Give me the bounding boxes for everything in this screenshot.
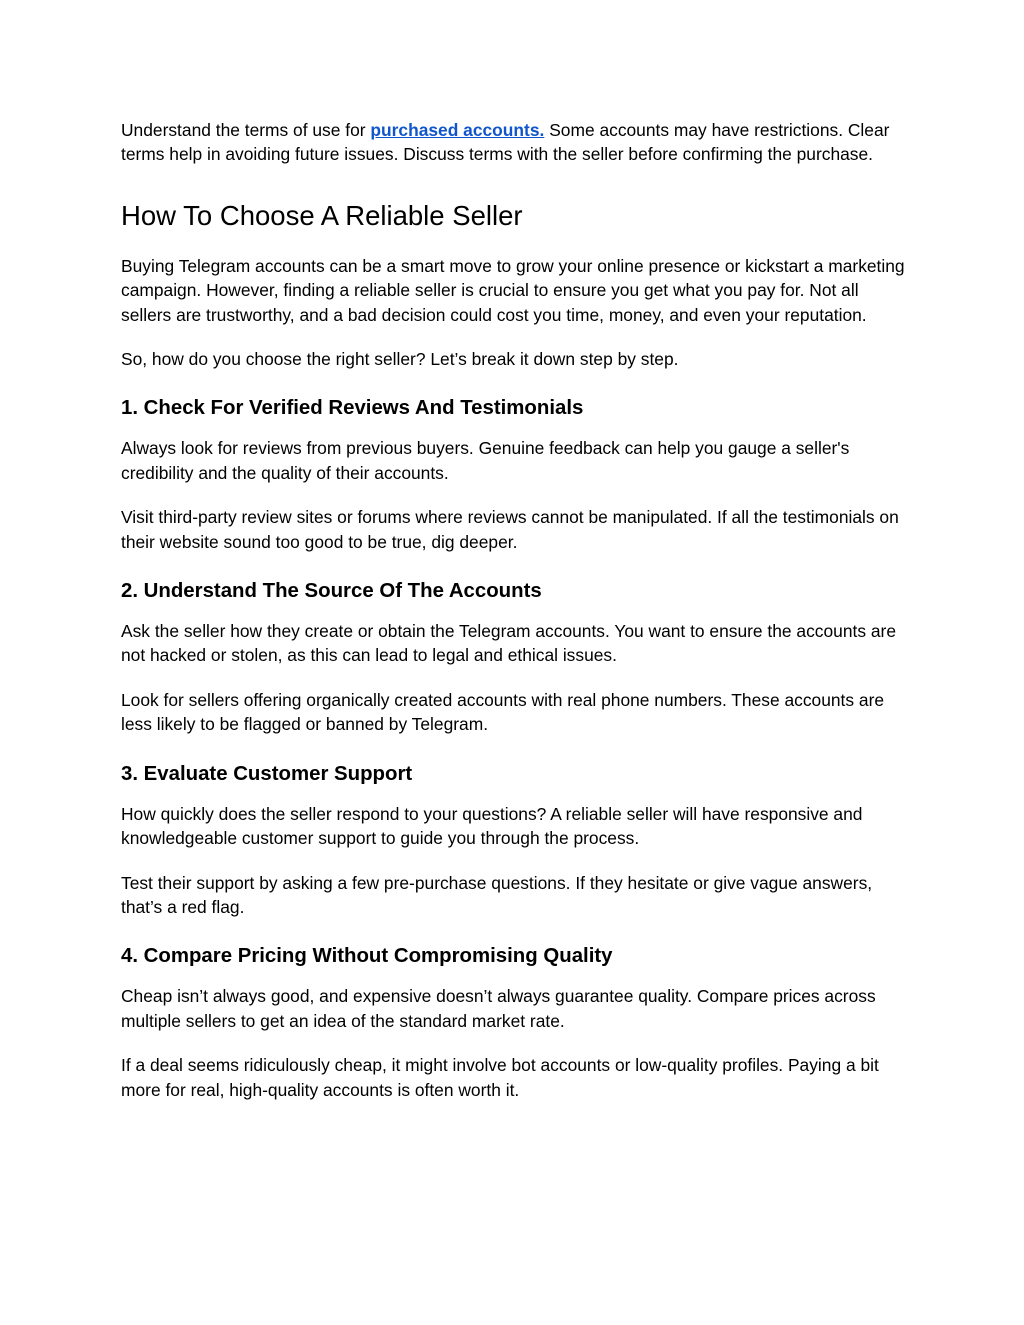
main-heading: How To Choose A Reliable Seller — [121, 199, 523, 231]
section-heading-4: 4. Compare Pricing Without Compromising Quality — [121, 945, 613, 968]
intro-text-before-link: Understand the terms of use for — [121, 120, 371, 140]
section-1-paragraph-1: Always look for reviews from previous buyers. Genuine feedback can help you gauge a seller's credibility and the quality of their accounts. — [121, 438, 850, 483]
section-4-paragraph-2: If a deal seems ridiculously cheap, it might involve bot accounts or low-quality profiles. Paying a bit more for real, high-quality accounts is often worth it. — [121, 1055, 879, 1100]
opening-paragraph-1: Buying Telegram accounts can be a smart move to grow your online presence or kickstart a marketing campaign. However, finding a reliable seller is crucial to ensure you get what you pay for. Not all sellers are trustworthy, and a bad decision could cost you time, money, and even your reputation. — [121, 255, 905, 325]
intro-text-after-link: Some accounts may have restrictions. Clear terms help in avoiding future issues. Discuss terms with the seller before confirming the purchase. — [121, 120, 890, 165]
intro-paragraph — [121, 118, 911, 167]
section-4-paragraph-1: Cheap isn’t always good, and expensive doesn’t always guarantee quality. Compare prices across multiple sellers to get an idea of the standard market rate. — [121, 986, 876, 1031]
section-2-paragraph-2: Look for sellers offering organically created accounts with real phone numbers. These accounts are less likely to be flagged or banned by Telegram. — [121, 689, 885, 735]
section-3-paragraph-2: Test their support by asking a few pre-purchase questions. If they hesitate or give vague answers, that’s a red flag. — [121, 872, 873, 917]
purchased-accounts-link[interactable]: purchased accounts. — [370, 120, 545, 140]
section-heading-3: 3. Evaluate Customer Support — [121, 762, 413, 785]
opening-paragraph-2: So, how do you choose the right seller? Let’s break it down step by step. — [121, 349, 679, 370]
section-2-paragraph-1: Ask the seller how they create or obtain the Telegram accounts. You want to ensure the accounts are not hacked or stolen, as this can lead to legal and ethical issues. — [121, 621, 896, 666]
section-heading-2: 2. Understand The Source Of The Accounts — [121, 580, 542, 603]
section-3-paragraph-1: How quickly does the seller respond to your questions? A reliable seller will have responsive and knowledgeable customer support to guide you through the process. — [121, 803, 863, 849]
section-1-paragraph-2: Visit third-party review sites or forums where reviews cannot be manipulated. If all the testimonials on their website sound too good to be true, dig deeper. — [121, 507, 899, 552]
section-heading-1: 1. Check For Verified Reviews And Testimonials — [121, 397, 584, 420]
document-page — [121, 118, 911, 1102]
